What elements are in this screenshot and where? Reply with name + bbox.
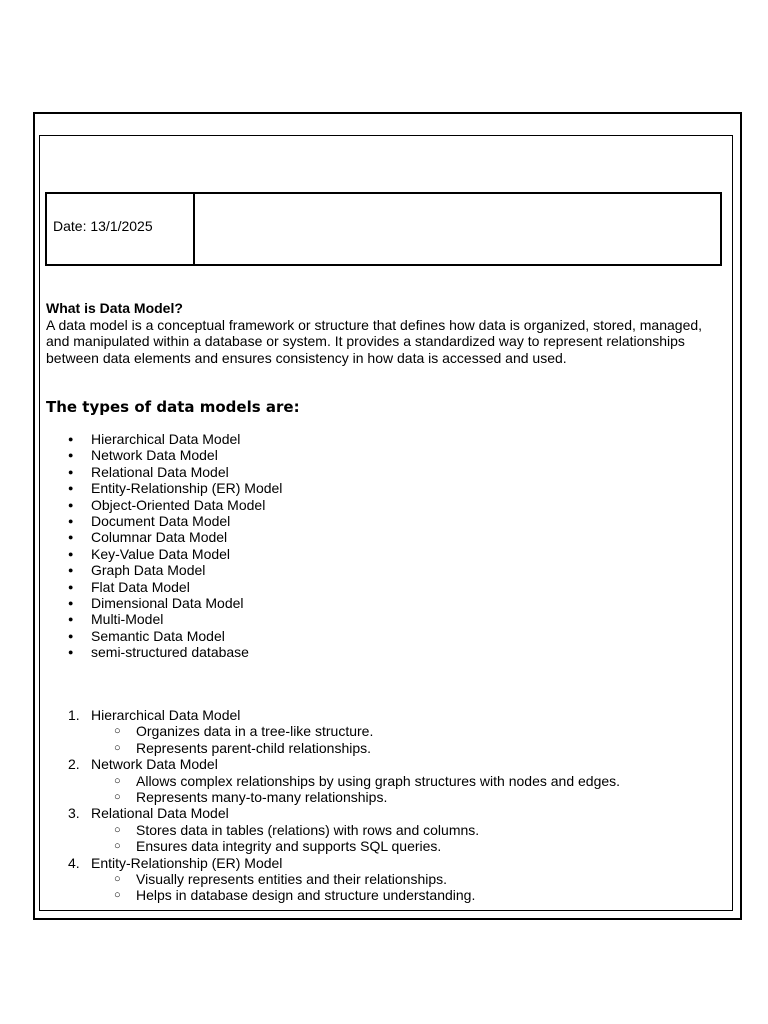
intro-section [46, 300, 726, 366]
list-item: ● Multi-Model [46, 611, 282, 627]
detail-point: ○ Helps in database design and structure understanding. [91, 887, 620, 903]
list-item: ● Flat Data Model [46, 579, 282, 595]
types-title: The types of data models are: [46, 398, 300, 416]
detail-point: ○ Visually represents entities and their relationships. [91, 871, 620, 887]
list-item: ● Hierarchical Data Model [46, 431, 282, 447]
detail-title: Entity-Relationship (ER) Model [91, 854, 283, 871]
detail-title: Relational Data Model [91, 805, 229, 822]
detail-title: Hierarchical Data Model [91, 707, 241, 723]
detail-number: 4. [68, 854, 80, 871]
detail-point: ○ Organizes data in a tree-like structure. [91, 723, 620, 739]
list-item: ● Document Data Model [46, 513, 282, 529]
detail-item-hierarchical [46, 707, 620, 756]
detail-point: ○ Ensures data integrity and supports SQL queries. [91, 838, 620, 854]
details-list [46, 707, 620, 904]
header-table [45, 192, 722, 266]
intro-question: What is Data Model? [46, 300, 183, 316]
detail-number: 1. [68, 707, 80, 723]
list-item: ● Columnar Data Model [46, 529, 282, 545]
detail-point: ○ Represents parent-child relationships. [91, 740, 620, 756]
detail-number: 2. [68, 756, 80, 773]
detail-point: ○ Stores data in tables (relations) with rows and columns. [91, 822, 620, 838]
detail-title: Network Data Model [91, 756, 218, 773]
list-item: ● Key-Value Data Model [46, 546, 282, 562]
detail-point: ○ Represents many-to-many relationships. [91, 789, 620, 805]
header-divider [193, 194, 195, 264]
list-item: ● Dimensional Data Model [46, 595, 282, 611]
list-item: ● Network Data Model [46, 447, 282, 463]
detail-number: 3. [68, 805, 80, 822]
list-item: ● semi-structured database [46, 644, 282, 660]
list-item: ● Graph Data Model [46, 562, 282, 578]
types-list [46, 431, 282, 661]
date-label: Date: 13/1/2025 [53, 218, 153, 234]
list-item: ● Relational Data Model [46, 464, 282, 480]
intro-paragraph: A data model is a conceptual framework or structure that defines how data is organized, stored, managed, and manipulated within a database or system. It provides a standardized way to represent relationships between data elements and ensures consistency in how data is accessed and used. [46, 316, 703, 366]
detail-point: ○ Allows complex relationships by using graph structures with nodes and edges. [91, 773, 620, 789]
list-item: ● Object-Oriented Data Model [46, 497, 282, 513]
list-item: ● Semantic Data Model [46, 628, 282, 644]
list-item: ● Entity-Relationship (ER) Model [46, 480, 282, 496]
detail-item-er [46, 855, 620, 904]
detail-item-relational [46, 805, 620, 854]
detail-item-network [46, 756, 620, 805]
